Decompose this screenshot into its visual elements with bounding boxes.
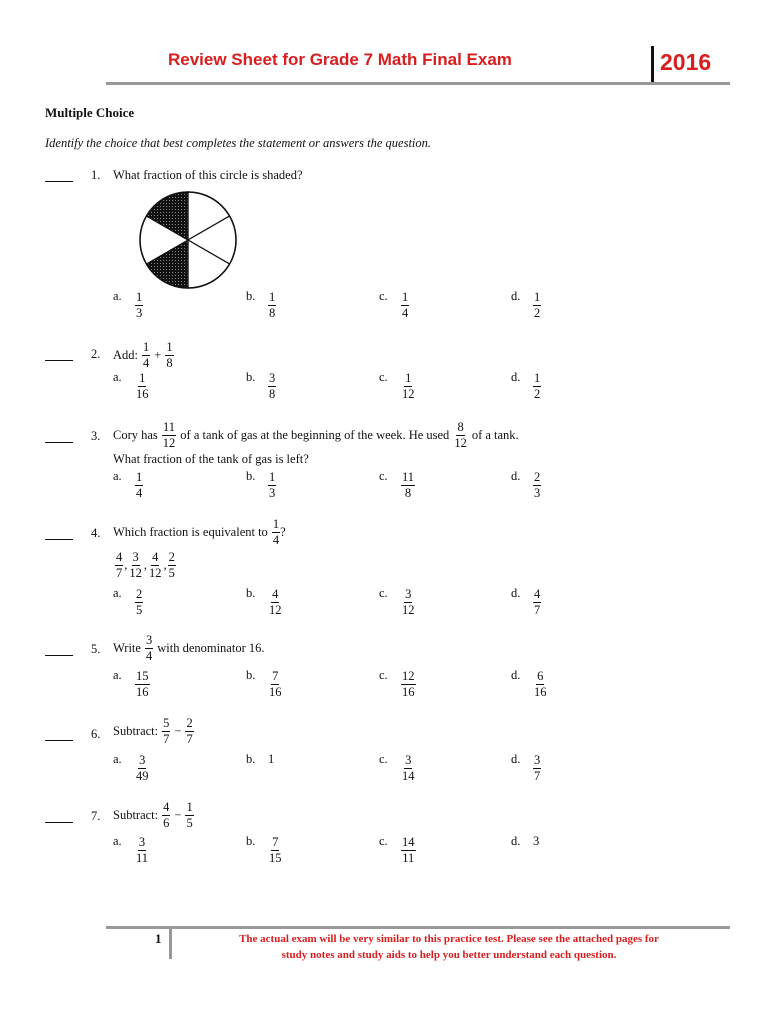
- choice-fraction: $\frac{3}{8}$: [269, 371, 276, 401]
- choice-fraction: $\frac{12}{16}$: [402, 669, 415, 699]
- question-text: Write $\frac{3}{4}$ with denominator 16.: [113, 633, 265, 663]
- choice-value: 1: [268, 752, 275, 766]
- answer-blank-1[interactable]: [45, 181, 73, 182]
- fraction: $\frac{1}{8}$: [166, 340, 173, 370]
- question-number: 7.: [91, 809, 101, 823]
- section-heading: Multiple Choice: [45, 105, 135, 120]
- choice-fraction: $\frac{3}{12}$: [402, 587, 415, 617]
- choice-fraction: $\frac{3}{14}$: [402, 753, 415, 783]
- fraction: $\frac{5}{7}$: [163, 716, 170, 746]
- fraction: $\frac{4}{7}$: [116, 550, 123, 580]
- question-text-line2: What fraction of the tank of gas is left?: [113, 452, 309, 466]
- choice-label: a.: [113, 834, 122, 848]
- choice-fraction: $\frac{1}{16}$: [136, 371, 149, 401]
- answer-blank-3[interactable]: [45, 442, 73, 443]
- question-text: Which fraction is equivalent to $\frac{1}{4}$ ?: [113, 517, 286, 547]
- header-rule: [106, 82, 730, 85]
- footer-note-line: The actual exam will be very similar to this practice test. Please see the attached pages for: [239, 933, 659, 945]
- choice-label: b.: [246, 370, 256, 384]
- choice-label: c.: [379, 586, 388, 600]
- choice-label: c.: [379, 289, 388, 303]
- fraction: $\frac{8}{12}$: [454, 420, 467, 450]
- section-instructions: Identify the choice that best completes the statement or answers the question.: [45, 136, 432, 150]
- choice-fraction: $\frac{11}{8}$: [402, 470, 415, 500]
- question-number: 1.: [91, 168, 101, 182]
- choice-fraction: $\frac{1}{4}$: [136, 470, 143, 500]
- choice-fraction: $\frac{4}{12}$: [269, 587, 282, 617]
- footer-divider: [169, 929, 172, 959]
- choice-fraction: $\frac{1}{3}$: [136, 290, 143, 320]
- question-number: 2.: [91, 347, 101, 361]
- page-number: 1: [155, 931, 162, 946]
- fraction: $\frac{4}{12}$: [149, 550, 162, 580]
- question-text: Add: $\frac{1}{4}$ + $\frac{1}{8}$: [113, 340, 173, 370]
- question-text: What fraction of this circle is shaded?: [113, 168, 303, 182]
- answer-blank-7[interactable]: [45, 822, 73, 823]
- choice-fraction: $\frac{7}{16}$: [269, 669, 282, 699]
- answer-blank-2[interactable]: [45, 360, 73, 361]
- answer-blank-5[interactable]: [45, 655, 73, 656]
- question-number: 5.: [91, 642, 101, 656]
- answer-blank-6[interactable]: [45, 740, 73, 741]
- choice-label: b.: [246, 834, 256, 848]
- footer-note-line: study notes and study aids to help you better understand each question.: [281, 949, 617, 961]
- choice-label: b.: [246, 668, 256, 682]
- choice-label: d.: [511, 469, 521, 483]
- choice-fraction: $\frac{2}{5}$: [136, 587, 143, 617]
- choice-label: b.: [246, 752, 256, 766]
- fraction: $\frac{1}{5}$: [186, 800, 193, 830]
- page-title: Review Sheet for Grade 7 Math Final Exam: [168, 50, 512, 69]
- fraction: $\frac{2}{7}$: [186, 716, 193, 746]
- choice-label: b.: [246, 289, 256, 303]
- fraction: $\frac{4}{6}$: [163, 800, 170, 830]
- answer-blank-4[interactable]: [45, 539, 73, 540]
- choice-fraction: $\frac{15}{16}$: [136, 669, 149, 699]
- fraction-list: $\frac{4}{7}$ , $\frac{3}{12}$ , $\frac{4}{12}$ , $\frac{2}{5}$: [116, 550, 175, 580]
- choice-fraction: $\frac{3}{11}$: [136, 835, 149, 865]
- choice-fraction: $\frac{7}{15}$: [269, 835, 282, 865]
- exam-year: 2016: [660, 49, 712, 75]
- choice-label: d.: [511, 289, 521, 303]
- footer-note: [176, 931, 722, 963]
- choice-fraction: $\frac{1}{4}$: [402, 290, 409, 320]
- fraction: $\frac{1}{4}$: [272, 517, 280, 547]
- choice-fraction: $\frac{3}{7}$: [534, 753, 541, 783]
- question-text: Subtract: $\frac{5}{7}$ − $\frac{2}{7}$: [113, 716, 193, 746]
- choice-label: d.: [511, 752, 521, 766]
- fraction: $\frac{3}{12}$: [129, 550, 142, 580]
- question-number: 6.: [91, 727, 101, 741]
- shaded-circle-figure: [138, 190, 238, 290]
- choice-fraction: $\frac{1}{2}$: [534, 371, 541, 401]
- choice-fraction: $\frac{4}{7}$: [534, 587, 541, 617]
- choice-label: d.: [511, 834, 521, 848]
- question-number: 4.: [91, 526, 101, 540]
- fraction: $\frac{1}{4}$: [143, 340, 150, 370]
- choice-fraction: $\frac{3}{49}$: [136, 753, 149, 783]
- fraction: $\frac{2}{5}$: [168, 550, 175, 580]
- choice-label: c.: [379, 469, 388, 483]
- question-text: Cory has $\frac{11}{12}$ of a tank of gas at the beginning of the week. He used $\frac{8}{12}$ of a tank.: [113, 420, 519, 450]
- choice-label: d.: [511, 586, 521, 600]
- choice-value: 3: [533, 834, 540, 848]
- choice-fraction: $\frac{1}{12}$: [402, 371, 415, 401]
- choice-label: c.: [379, 668, 388, 682]
- choice-label: c.: [379, 752, 388, 766]
- header-divider: [651, 46, 654, 85]
- choice-label: c.: [379, 834, 388, 848]
- choice-fraction: $\frac{1}{2}$: [534, 290, 541, 320]
- choice-label: a.: [113, 469, 122, 483]
- question-text: Subtract: $\frac{4}{6}$ − $\frac{1}{5}$: [113, 800, 193, 830]
- choice-fraction: $\frac{2}{3}$: [534, 470, 541, 500]
- choice-label: a.: [113, 289, 122, 303]
- choice-label: d.: [511, 668, 521, 682]
- choice-fraction: $\frac{14}{11}$: [402, 835, 415, 865]
- footer-rule: [106, 926, 730, 929]
- choice-label: b.: [246, 469, 256, 483]
- choice-label: a.: [113, 586, 122, 600]
- fraction: $\frac{11}{12}$: [162, 420, 176, 450]
- choice-label: a.: [113, 370, 122, 384]
- question-number: 3.: [91, 429, 101, 443]
- choice-fraction: $\frac{1}{3}$: [269, 470, 276, 500]
- choice-fraction: $\frac{1}{8}$: [269, 290, 276, 320]
- choice-fraction: $\frac{6}{16}$: [534, 669, 547, 699]
- choice-label: d.: [511, 370, 521, 384]
- choice-label: c.: [379, 370, 388, 384]
- choice-label: a.: [113, 668, 122, 682]
- choice-label: b.: [246, 586, 256, 600]
- fraction: $\frac{3}{4}$: [145, 633, 153, 663]
- choice-label: a.: [113, 752, 122, 766]
